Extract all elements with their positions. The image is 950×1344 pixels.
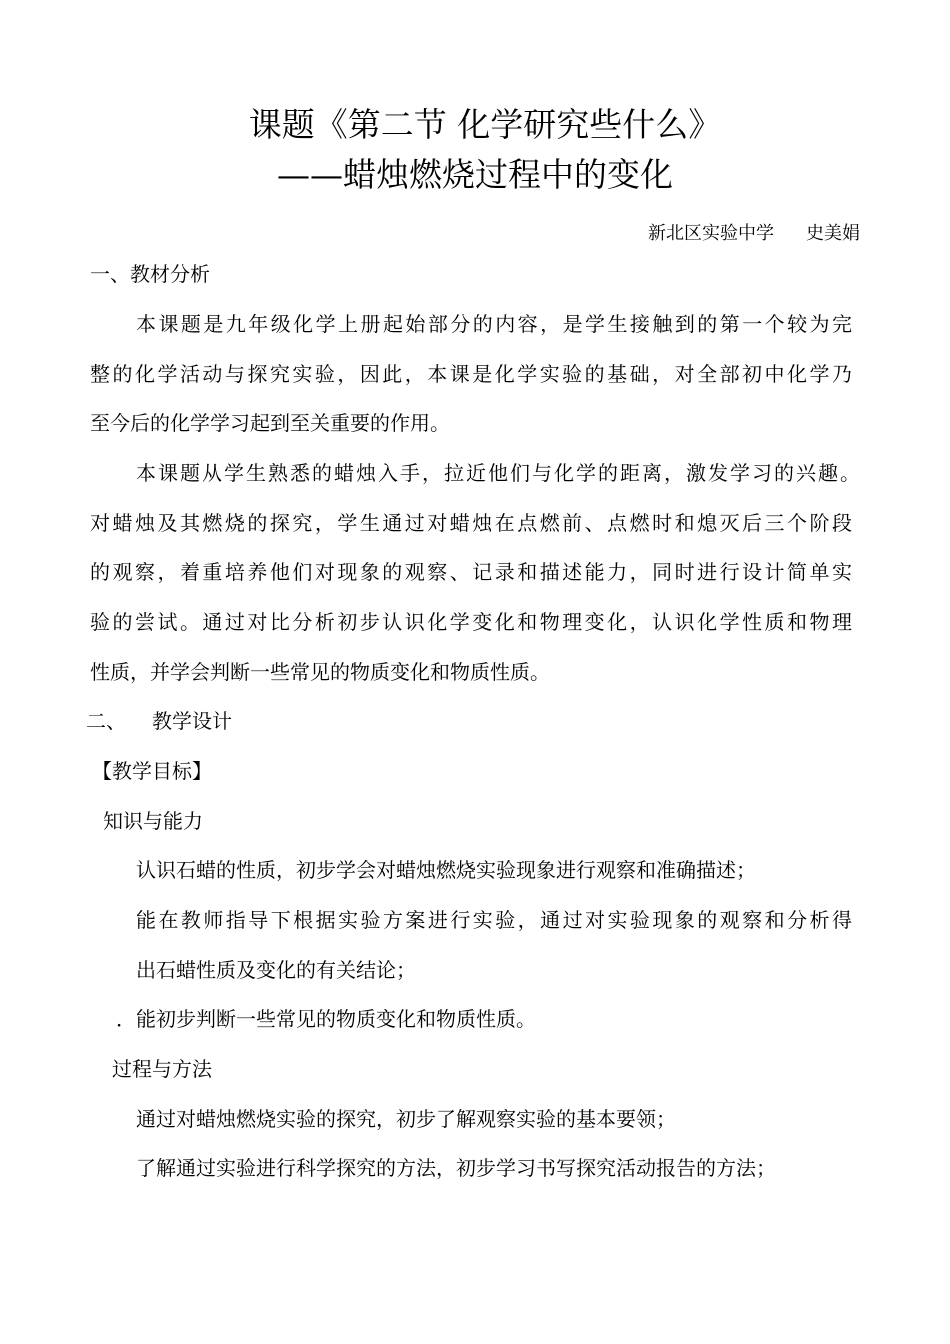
- author-name: 史美娟: [806, 223, 860, 244]
- section2-heading: 教学设计: [152, 709, 232, 733]
- list-item: 能在教师指导下根据实验方案进行实验，通过对实验现象的观察和分析得: [136, 908, 852, 932]
- list-item: 通过对蜡烛燃烧实验的探究，初步了解观察实验的基本要领；: [136, 1107, 676, 1131]
- section2-heading-number: 二、: [86, 709, 126, 733]
- paragraph-line: 对蜡烛及其燃烧的探究，学生通过对蜡烛在点燃前、点燃时和熄灭后三个阶段: [90, 511, 852, 535]
- paragraph-line: 的观察，着重培养他们对现象的观察、记录和描述能力，同时进行设计简单实: [90, 560, 852, 584]
- paragraph-line: 整的化学活动与探究实验，因此，本课是化学实验的基础，对全部初中化学乃: [90, 362, 852, 386]
- paragraph-line: 验的尝试。通过对比分析初步认识化学变化和物理变化，认识化学性质和物理: [90, 610, 852, 634]
- paragraph-line: 本课题从学生熟悉的蜡烛入手，拉近他们与化学的距离，激发学习的兴趣。: [136, 461, 860, 485]
- author-school: 新北区实验中学: [648, 223, 774, 244]
- author-line: [648, 222, 860, 246]
- section1-heading: 一、教材分析: [90, 262, 210, 286]
- goals-heading: 【教学目标】: [92, 759, 212, 783]
- paragraph-line: 本课题是九年级化学上册起始部分的内容，是学生接触到的第一个较为完: [136, 312, 852, 336]
- knowledge-heading: 知识与能力: [103, 809, 203, 833]
- document-subtitle: ——蜡烛燃烧过程中的变化: [277, 155, 673, 194]
- paragraph-line: 性质，并学会判断一些常见的物质变化和物质性质。: [90, 660, 550, 684]
- list-item: 认识石蜡的性质，初步学会对蜡烛燃烧实验现象进行观察和准确描述；: [136, 858, 756, 882]
- process-heading: 过程与方法: [112, 1057, 212, 1081]
- list-item: 了解通过实验进行科学探究的方法，初步学习书写探究活动报告的方法；: [136, 1156, 776, 1180]
- document-title: 课题《第二节 化学研究些什么》: [248, 105, 722, 144]
- paragraph-line: 至今后的化学学习起到至关重要的作用。: [90, 411, 450, 435]
- list-item: ．能初步判断一些常见的物质变化和物质性质。: [116, 1007, 536, 1031]
- list-item: 出石蜡性质及变化的有关结论；: [136, 958, 416, 982]
